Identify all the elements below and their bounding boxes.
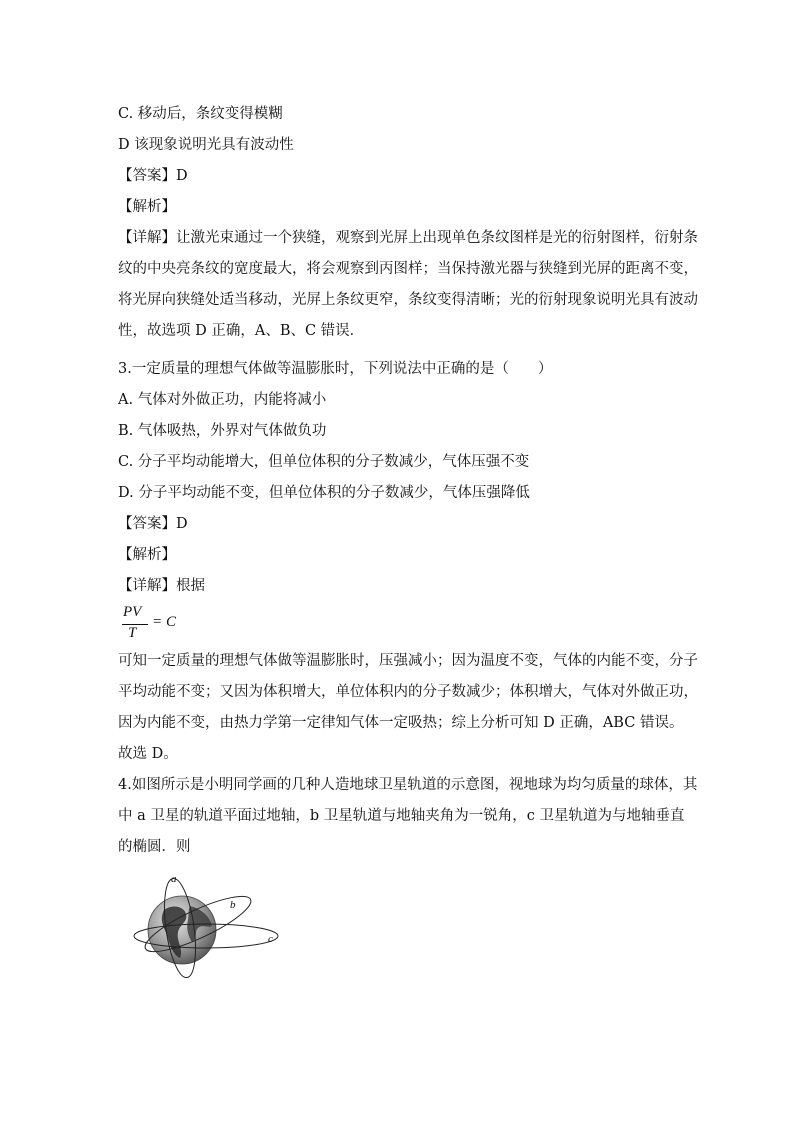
analysis-heading-q3: 【解析】	[118, 547, 176, 563]
explanation-line-q3-1: 可知一定质量的理想气体做等温膨胀时，压强减小；因为温度不变，气体的内能不变，分子	[118, 653, 698, 669]
question-3-stem: 3.一定质量的理想气体做等温膨胀时，下列说法中正确的是（ ）	[118, 361, 553, 377]
ideal-gas-formula	[120, 604, 190, 646]
label-b: b	[230, 899, 236, 911]
satellite-orbits-diagram	[128, 872, 288, 982]
formula-rhs: C	[166, 614, 177, 630]
explanation-intro-q3: 【详解】根据	[118, 578, 205, 594]
option-d-q2: D 该现象说明光具有波动性	[118, 137, 294, 153]
explanation-line-q2-1: 【详解】让激光束通过一个狭缝，观察到光屏上出现单色条纹图样是光的衍射图样，衍射条	[118, 230, 698, 246]
formula-numerator: PV	[123, 604, 142, 620]
option-c-q2: C. 移动后，条纹变得模糊	[118, 106, 283, 122]
label-c: c	[268, 933, 273, 945]
explanation-line-q2-2: 纹的中央亮条纹的宽度最大，将会观察到丙图样；当保持激光器与狭缝到光屏的距离不变，	[118, 261, 698, 277]
explanation-line-q3-2: 平均动能不变；又因为体积增大，单位体积内的分子数减少；体积增大，气体对外做正功，	[118, 684, 698, 700]
label-a: a	[171, 873, 177, 885]
option-c-q3: C. 分子平均动能增大，但单位体积的分子数减少，气体压强不变	[118, 454, 530, 470]
conclusion-q3: 故选 D。	[118, 746, 178, 762]
question-4-stem-2: 中 a 卫星的轨道平面过地轴，b 卫星轨道与地轴夹角为一锐角，c 卫星轨道为与地轴垂直	[118, 808, 685, 824]
answer-q2: 【答案】D	[118, 168, 188, 184]
answer-q3: 【答案】D	[118, 516, 188, 532]
option-a-q3: A. 气体对外做正功，内能将减小	[118, 392, 327, 408]
explanation-line-q2-3: 将光屏向狭缝处适当移动，光屏上条纹更窄，条纹变得清晰；光的衍射现象说明光具有波动	[118, 292, 698, 308]
formula-equals: =	[153, 614, 162, 630]
earth-globe	[148, 896, 216, 964]
question-4-stem-3: 的椭圆．则	[118, 839, 191, 855]
formula-denominator: T	[128, 625, 137, 641]
explanation-line-q2-4: 性，故选项 D 正确，A、B、C 错误．	[118, 323, 365, 339]
option-b-q3: B. 气体吸热，外界对气体做负功	[118, 423, 327, 439]
satellite-orbits-figure	[128, 872, 288, 982]
question-4-stem-1: 4.如图所示是小明同学画的几种人造地球卫星轨道的示意图，视地球为均匀质量的球体，其	[118, 777, 698, 793]
option-d-q3: D. 分子平均动能不变，但单位体积的分子数减少，气体压强降低	[118, 485, 530, 501]
explanation-line-q3-3: 因为内能不变，由热力学第一定律知气体一定吸热；综上分析可知 D 正确，ABC 错误。	[118, 715, 684, 731]
analysis-heading-q2: 【解析】	[118, 199, 176, 215]
